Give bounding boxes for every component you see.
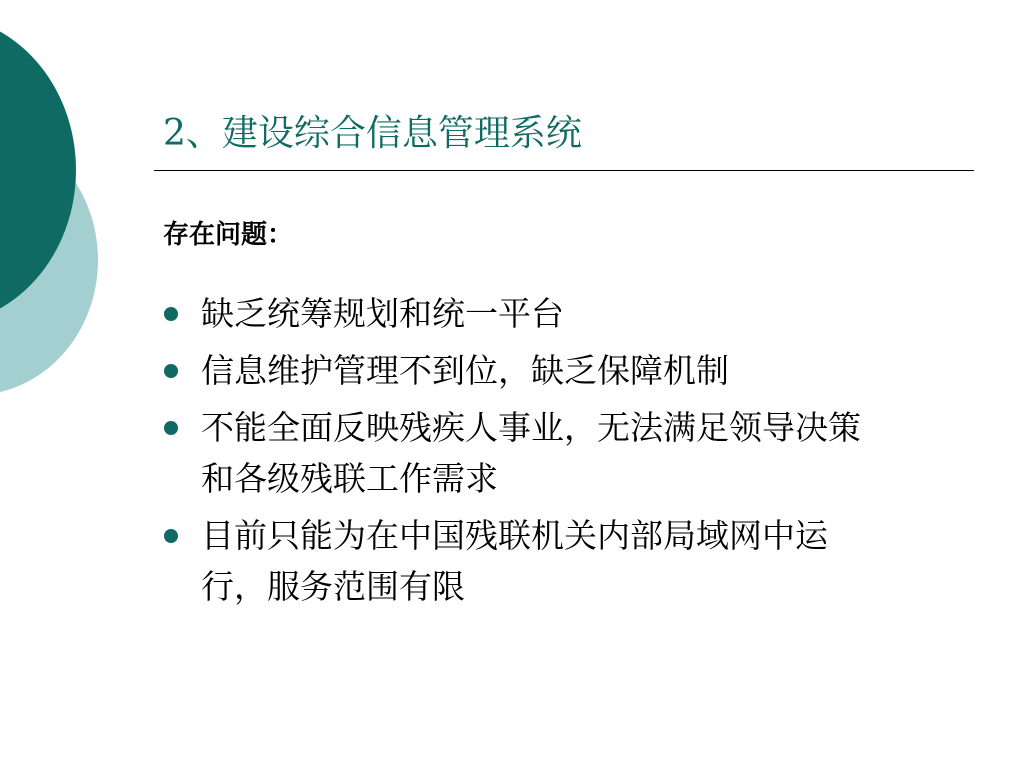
list-item-text: 不能全面反映残疾人事业，无法满足领导决策和各级残联工作需求 (201, 408, 861, 498)
list-item (160, 510, 880, 612)
slide-title: 2、建设综合信息管理系统 (163, 113, 582, 154)
title-divider (154, 170, 974, 171)
bullet-dot-icon (164, 307, 178, 321)
problem-list (160, 288, 880, 618)
list-item (160, 288, 880, 339)
list-item (160, 402, 880, 504)
list-item-text: 信息维护管理不到位，缺乏保障机制 (201, 351, 729, 390)
bullet-dot-icon (164, 421, 178, 435)
subtitle-existing-problems: 存在问题： (163, 220, 294, 250)
bullet-dot-icon (164, 529, 178, 543)
list-item-text: 目前只能为在中国残联机关内部局域网中运行，服务范围有限 (201, 516, 828, 606)
bullet-dot-icon (164, 364, 178, 378)
list-item-text: 缺乏统筹规划和统一平台 (201, 294, 564, 333)
list-item (160, 345, 880, 396)
